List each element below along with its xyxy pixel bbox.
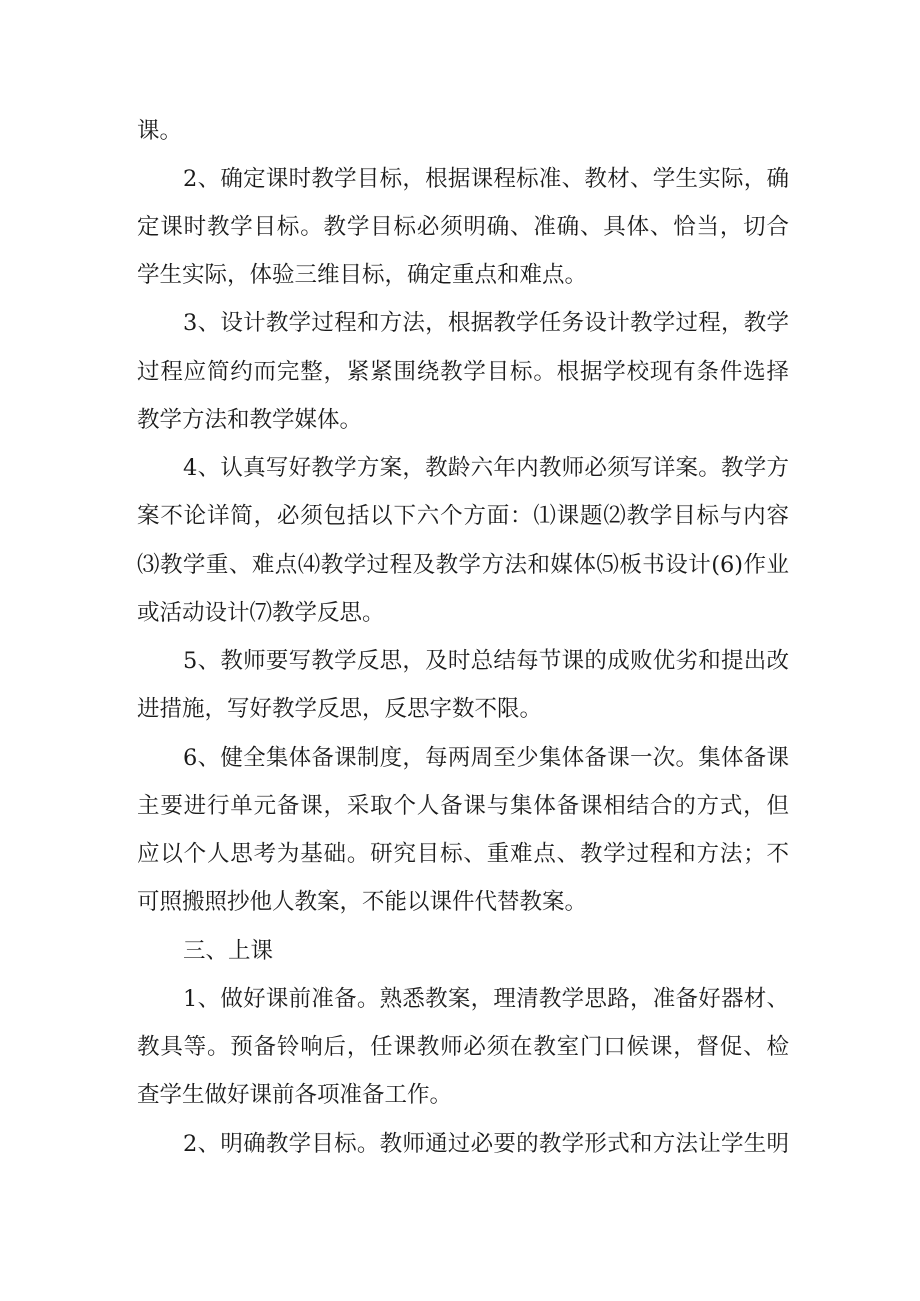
text-line: ⑶教学重、难点⑷教学过程及教学方法和媒体⑸板书设计(6)作业 (137, 552, 789, 578)
text-line: 1、做好课前准备。熟悉教案，理清教学思路，准备好器材、 (183, 986, 789, 1012)
text-line: 4、认真写好教学方案，教龄六年内教师必须写详案。教学方 (183, 455, 789, 481)
text-line: 查学生做好课前各项准备工作。 (137, 1082, 453, 1108)
text-line: 2、明确教学目标。教师通过必要的教学形式和方法让学生明 (183, 1131, 789, 1157)
text-line: 进措施，写好教学反思，反思字数不限。 (137, 696, 543, 722)
text-line: 或活动设计⑺教学反思。 (137, 600, 385, 626)
text-line: 应以个人思考为基础。研究目标、重难点、教学过程和方法；不 (137, 841, 789, 867)
text-line: 5、教师要写教学反思，及时总结每节课的成败优劣和提出改 (183, 648, 789, 674)
text-line: 6、健全集体备课制度，每两周至少集体备课一次。集体备课 (183, 745, 789, 771)
text-line: 过程应简约而完整，紧紧围绕教学目标。根据学校现有条件选择 (137, 359, 789, 385)
text-line: 主要进行单元备课，采取个人备课与集体备课相结合的方式，但 (137, 793, 789, 819)
text-line: 案不论详简，必须包括以下六个方面：⑴课题⑵教学目标与内容 (137, 503, 789, 529)
text-line: 定课时教学目标。教学目标必须明确、准确、具体、恰当，切合 (137, 214, 789, 240)
text-line: 课。 (137, 118, 183, 144)
text-line: 学生实际，体验三维目标，确定重点和难点。 (137, 262, 588, 288)
text-line: 教学方法和教学媒体。 (137, 407, 363, 433)
text-line: 2、确定课时教学目标，根据课程标准、教材、学生实际，确 (183, 166, 789, 192)
text-line: 3、设计教学过程和方法，根据教学任务设计教学过程，教学 (183, 310, 789, 336)
section-heading: 三、上课 (183, 938, 274, 964)
text-line: 教具等。预备铃响后，任课教师必须在教室门口候课，督促、检 (137, 1034, 789, 1060)
text-line: 可照搬照抄他人教案，不能以课件代替教案。 (137, 889, 588, 915)
